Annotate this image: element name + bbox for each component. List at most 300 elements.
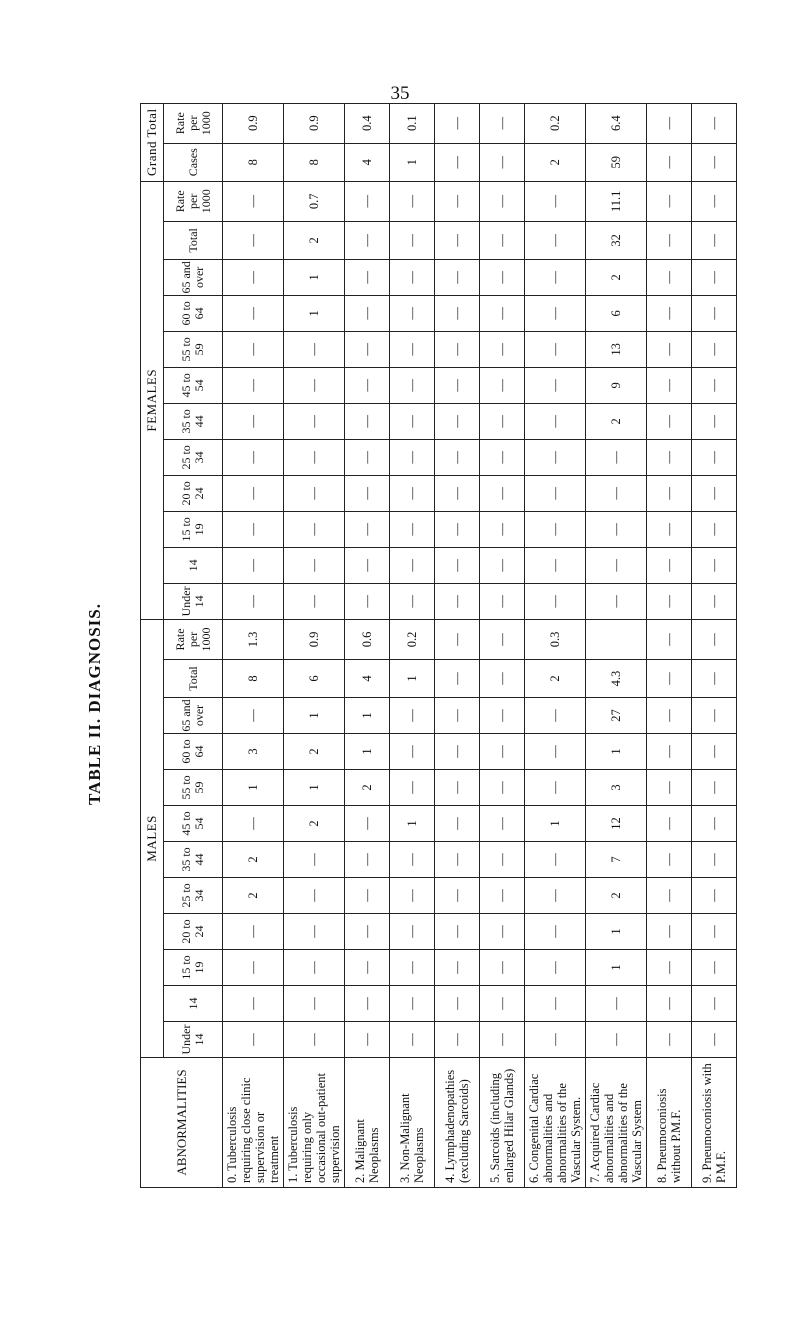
females-cell: — [223,295,284,331]
females-cell: — [647,583,692,619]
females-cell: — [647,331,692,367]
females-cell: — [223,475,284,511]
females-cell: — [284,475,345,511]
row-label: 5. Sarcoids (including enlarged Hilar Glands) [480,1058,525,1188]
females-col-header: Under 14 [164,583,223,619]
females-cell: — [390,547,435,583]
males-cell: — [647,950,692,986]
females-cell: — [586,547,647,583]
females-cell: — [390,403,435,439]
females-cell: 0.7 [284,181,345,221]
males-cell: — [525,734,586,770]
males-cell: 0.3 [525,619,586,659]
females-cell: — [223,331,284,367]
males-col-header: 15 to 19 [164,950,223,986]
males-cell: — [692,770,737,806]
table-row [647,103,692,1187]
males-cell: 1 [586,914,647,950]
males-cell: — [345,842,390,878]
females-cell: — [586,511,647,547]
males-cell: 1 [345,734,390,770]
females-cell: — [435,367,480,403]
grand-cell: — [480,143,525,181]
females-cell: — [480,181,525,221]
males-col-header: 45 to 54 [164,806,223,842]
males-cell: — [525,878,586,914]
grand-cell: 0.4 [345,103,390,143]
grand-cell: — [647,103,692,143]
males-cell: 27 [586,698,647,734]
males-cell: — [647,734,692,770]
females-group-header: FEMALES [141,181,164,619]
males-cell: 2 [284,806,345,842]
males-group-header: MALES [141,619,164,1057]
females-cell: — [223,367,284,403]
males-cell: — [390,914,435,950]
males-cell: — [692,1022,737,1058]
females-cell: — [345,403,390,439]
males-cell: — [435,878,480,914]
males-cell: — [647,806,692,842]
males-cell: — [284,914,345,950]
table-row [586,103,647,1187]
females-cell: — [435,475,480,511]
row-label: 9. Pneumoconiosis with P.M.F. [692,1058,737,1188]
males-cell: — [480,1022,525,1058]
row-label: 8. Pneumoconiosis without P.M.F. [647,1058,692,1188]
males-cell: 2 [525,660,586,698]
females-col-header: 14 [164,547,223,583]
males-cell: — [345,914,390,950]
males-cell: — [692,950,737,986]
row-label: 1. Tuberculosis requiring only occasional out-patient supervision [284,1058,345,1188]
females-cell: — [480,475,525,511]
females-col-header: 20 to 24 [164,475,223,511]
females-cell: — [390,439,435,475]
females-cell: — [525,547,586,583]
grand-cell: 1 [390,143,435,181]
grand-cell: 6.4 [586,103,647,143]
group-header-row [141,103,164,1187]
females-cell: 32 [586,221,647,259]
females-cell: — [525,367,586,403]
females-cell: — [647,181,692,221]
females-cell: — [647,547,692,583]
males-cell: — [692,619,737,659]
females-cell: — [223,511,284,547]
females-cell: — [692,511,737,547]
males-cell: 1 [586,950,647,986]
females-cell: — [525,295,586,331]
females-cell: — [692,547,737,583]
males-cell: — [390,770,435,806]
males-cell: 2 [284,734,345,770]
females-cell: — [647,295,692,331]
females-cell: — [223,259,284,295]
grand-total-group-header: Grand Total [141,103,164,181]
males-cell: — [284,986,345,1022]
males-cell: — [435,806,480,842]
males-cell: 1 [345,698,390,734]
females-cell: — [692,331,737,367]
males-cell: — [435,986,480,1022]
males-cell: — [586,1022,647,1058]
females-cell: — [480,439,525,475]
females-cell: — [223,547,284,583]
males-cell: — [284,950,345,986]
females-cell: — [435,547,480,583]
females-cell: — [480,367,525,403]
males-cell: — [525,1022,586,1058]
females-cell: — [692,295,737,331]
females-cell: — [647,221,692,259]
row-label: 3. Non-Malignant Neoplasms [390,1058,435,1188]
table-title-text: TABLE II. DIAGNOSIS. [85,602,104,806]
males-cell: 2 [345,770,390,806]
grand-cell: 0.1 [390,103,435,143]
females-cell: — [284,439,345,475]
females-cell: — [525,259,586,295]
males-cell: 4.3 [586,660,647,698]
males-cell: — [390,698,435,734]
females-cell: — [345,511,390,547]
females-cell: — [435,221,480,259]
males-cell: — [284,878,345,914]
grand-cell: — [435,103,480,143]
table-row [525,103,586,1187]
males-cell: — [525,842,586,878]
males-cell: — [480,950,525,986]
females-cell: — [390,475,435,511]
grand-total-col-header: Cases [164,143,223,181]
females-cell: — [586,475,647,511]
females-cell: — [345,331,390,367]
row-label: 7. Acquired Cardiac abnormalities and abnormalities of the Vascular System [586,1058,647,1188]
row-label: 2. Malignant Neoplasms [345,1058,390,1188]
males-col-header: 35 to 44 [164,842,223,878]
females-cell: — [345,475,390,511]
males-cell: 0.6 [345,619,390,659]
table-row [480,103,525,1187]
males-cell: — [390,950,435,986]
grand-cell: — [435,143,480,181]
females-cell: — [525,181,586,221]
females-cell: — [480,583,525,619]
females-cell: — [525,331,586,367]
females-cell: — [525,583,586,619]
males-cell: — [223,806,284,842]
females-cell: — [647,439,692,475]
females-cell: — [284,331,345,367]
males-cell: 2 [223,878,284,914]
females-cell: 2 [586,403,647,439]
females-cell: — [480,259,525,295]
males-cell: — [345,878,390,914]
males-cell: — [647,878,692,914]
females-cell: — [647,259,692,295]
females-cell: — [345,295,390,331]
males-cell: — [345,950,390,986]
females-cell: — [390,295,435,331]
males-cell: — [647,698,692,734]
males-col-header: 14 [164,986,223,1022]
males-cell: 12 [586,806,647,842]
males-col-header: 20 to 24 [164,914,223,950]
males-cell: — [223,986,284,1022]
females-col-header: 65 and over [164,259,223,295]
females-cell: — [345,547,390,583]
males-cell: 1 [390,660,435,698]
grand-cell: 8 [284,143,345,181]
males-cell: 3 [586,770,647,806]
diagnosis-table [140,103,737,1188]
females-cell: — [692,439,737,475]
grand-cell: 0.9 [223,103,284,143]
females-cell: — [692,181,737,221]
males-cell: 2 [586,878,647,914]
females-col-header: Rate per 1000 [164,181,223,221]
males-cell: — [390,986,435,1022]
females-cell: — [345,583,390,619]
males-cell: — [480,619,525,659]
females-cell: — [435,295,480,331]
females-cell: — [647,475,692,511]
females-cell: — [647,403,692,439]
males-cell: 4 [345,660,390,698]
males-col-header: 60 to 64 [164,734,223,770]
females-cell: — [223,583,284,619]
males-cell: 1 [223,770,284,806]
males-cell: — [647,660,692,698]
females-cell: — [223,403,284,439]
males-cell: 1 [284,770,345,806]
females-cell: — [284,547,345,583]
males-cell: — [345,806,390,842]
males-cell: — [435,914,480,950]
females-cell: — [525,221,586,259]
males-cell: — [586,986,647,1022]
grand-cell: — [692,103,737,143]
males-cell: — [525,698,586,734]
females-cell: — [435,259,480,295]
abnormalities-header: ABNORMALITIES [141,1058,223,1188]
males-cell: — [435,734,480,770]
males-cell: 0.9 [284,619,345,659]
females-col-header: 15 to 19 [164,511,223,547]
males-cell: — [435,660,480,698]
males-cell: — [692,986,737,1022]
females-cell: — [586,439,647,475]
males-col-header: 65 and over [164,698,223,734]
females-cell: — [390,583,435,619]
females-cell: 2 [586,259,647,295]
females-cell: — [390,367,435,403]
females-cell: — [435,331,480,367]
row-label: 0. Tuberculosis requiring close clinic supervision or treatment [223,1058,284,1188]
males-cell: 1 [586,734,647,770]
females-col-header: 35 to 44 [164,403,223,439]
females-cell: — [284,403,345,439]
females-col-header: 60 to 64 [164,295,223,331]
males-cell: — [647,914,692,950]
grand-cell: 59 [586,143,647,181]
males-cell: 3 [223,734,284,770]
females-cell: — [284,511,345,547]
males-cell: — [692,698,737,734]
males-cell: — [480,878,525,914]
females-cell: — [223,439,284,475]
grand-cell: 4 [345,143,390,181]
males-cell: — [390,842,435,878]
females-cell: — [692,475,737,511]
males-cell: — [480,806,525,842]
males-cell: — [647,770,692,806]
grand-cell: — [692,143,737,181]
females-cell: — [435,403,480,439]
males-cell: — [345,1022,390,1058]
table-row [692,103,737,1187]
females-col-header: 55 to 59 [164,331,223,367]
males-col-header: 25 to 34 [164,878,223,914]
page-number: 35 [390,83,410,104]
males-cell: — [223,1022,284,1058]
females-cell: — [480,511,525,547]
males-col-header: Under 14 [164,1022,223,1058]
males-cell: — [480,842,525,878]
males-cell [586,619,647,659]
females-cell: 1 [284,259,345,295]
females-cell: — [525,475,586,511]
females-cell: — [345,367,390,403]
males-cell: — [647,619,692,659]
females-cell: 11.1 [586,181,647,221]
males-cell: — [223,914,284,950]
males-col-header: Total [164,660,223,698]
females-cell: — [647,367,692,403]
females-col-header: Total [164,221,223,259]
females-cell: — [390,181,435,221]
column-header-row [164,103,223,1187]
females-cell: — [692,221,737,259]
males-cell: — [525,950,586,986]
males-cell: — [435,770,480,806]
table-row [345,103,390,1187]
females-cell: — [435,439,480,475]
females-cell: — [525,511,586,547]
table-row [284,103,345,1187]
males-cell: — [390,1022,435,1058]
females-cell: — [480,547,525,583]
males-cell: 1 [525,806,586,842]
males-cell: — [284,842,345,878]
males-cell: — [692,914,737,950]
females-cell: — [525,403,586,439]
males-cell: — [480,734,525,770]
females-cell: 9 [586,367,647,403]
females-cell: — [345,181,390,221]
males-cell: — [390,878,435,914]
females-cell: 6 [586,295,647,331]
females-cell: — [390,259,435,295]
males-cell: — [435,842,480,878]
males-cell: 1 [284,698,345,734]
males-cell: — [525,914,586,950]
females-cell: — [525,439,586,475]
males-cell: — [647,842,692,878]
males-cell: — [647,986,692,1022]
females-cell: 13 [586,331,647,367]
females-cell: — [435,583,480,619]
males-cell: — [692,842,737,878]
males-cell: 2 [223,842,284,878]
females-cell: — [345,221,390,259]
males-cell: — [435,950,480,986]
diagnosis-table-container [140,108,728,1188]
males-cell: — [345,986,390,1022]
males-cell: — [223,950,284,986]
males-cell: 1 [390,806,435,842]
males-cell: — [435,619,480,659]
females-cell: — [692,583,737,619]
males-cell: — [480,660,525,698]
row-label: 6. Congenital Cardiac abnormalities and abnormalities of the Vascular System. [525,1058,586,1188]
males-cell: — [692,878,737,914]
females-col-header: 25 to 34 [164,439,223,475]
females-cell: — [284,583,345,619]
females-cell: — [345,439,390,475]
males-cell: — [525,986,586,1022]
females-cell: — [480,331,525,367]
males-cell: — [480,986,525,1022]
males-cell: — [480,914,525,950]
males-cell: — [390,734,435,770]
table-row [390,103,435,1187]
males-cell: 1.3 [223,619,284,659]
females-cell: — [480,403,525,439]
males-cell: 0.2 [390,619,435,659]
females-cell: — [390,331,435,367]
males-cell: — [692,660,737,698]
females-cell: — [223,181,284,221]
males-cell: — [647,1022,692,1058]
females-col-header: 45 to 54 [164,367,223,403]
males-cell: 7 [586,842,647,878]
females-cell: — [586,583,647,619]
grand-cell: 2 [525,143,586,181]
males-col-header: Rate per 1000 [164,619,223,659]
males-cell: — [435,698,480,734]
grand-total-col-header: Rate per 1000 [164,103,223,143]
grand-cell: 0.9 [284,103,345,143]
males-cell: — [480,698,525,734]
row-label: 4. Lymphadenopathies (excluding Sarcoids) [435,1058,480,1188]
grand-cell: — [647,143,692,181]
females-cell: — [435,181,480,221]
females-cell: — [480,295,525,331]
table-row [223,103,284,1187]
males-cell: — [525,770,586,806]
females-cell: — [435,511,480,547]
grand-cell: 0.2 [525,103,586,143]
females-cell: — [345,259,390,295]
table-body [223,103,737,1187]
females-cell: 1 [284,295,345,331]
males-col-header: 55 to 59 [164,770,223,806]
males-cell: — [692,806,737,842]
females-cell: — [223,221,284,259]
table-row [435,103,480,1187]
males-cell: — [223,698,284,734]
